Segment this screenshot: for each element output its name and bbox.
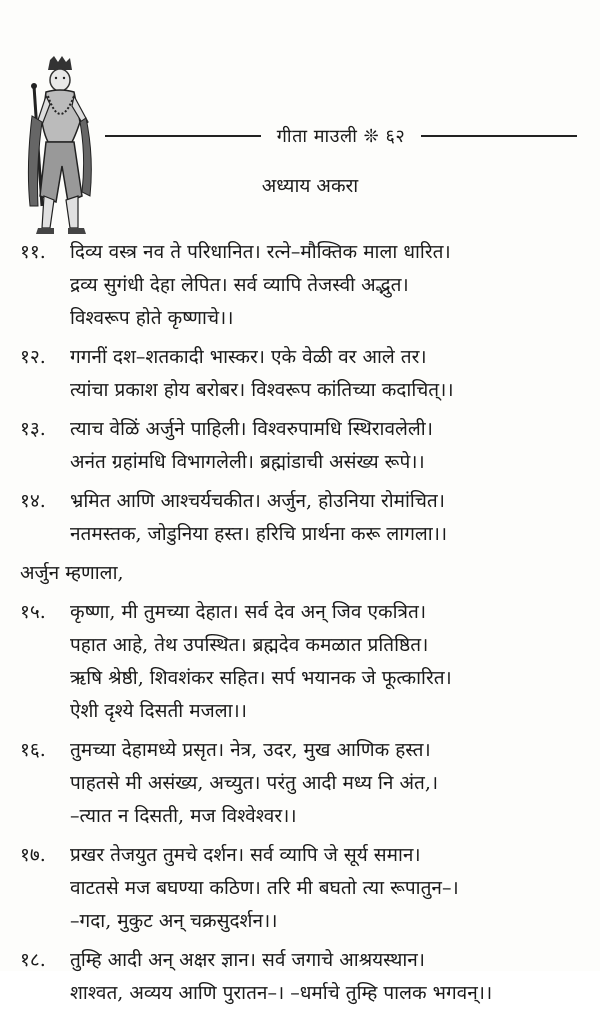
book-title: गीता माउली <box>276 126 358 147</box>
verse-group-2 <box>20 596 590 1010</box>
verse-number: १८. <box>20 949 46 971</box>
verse-line: –त्यात न दिसती, मज विश्वेश्वर।। <box>70 805 297 827</box>
verse <box>20 734 590 833</box>
verse-number: १६. <box>20 739 46 761</box>
verse <box>20 839 590 938</box>
verse-line: प्रखर तेजयुत तुमचे दर्शन। सर्व व्यापि जे सूर्य समान। <box>70 844 421 866</box>
verse-number: १३. <box>20 418 46 440</box>
verse-lines <box>70 734 590 833</box>
header-rule-right <box>421 135 577 137</box>
verse-lines <box>70 236 590 335</box>
chapter-title: अध्याय अकरा <box>261 175 359 197</box>
verse-line: अनंत ग्रहांमधि विभागलेली। ब्रह्मांडाची असंख्य रूपे।। <box>70 451 425 473</box>
page-number: ६२ <box>385 126 406 147</box>
verse-number: १५. <box>20 601 46 623</box>
verse-line: शाश्वत, अव्यय आणि पुरातन–। –धर्माचे तुम्हि पालक भगवन्।। <box>70 982 493 1004</box>
verse-line: त्याच वेळिं अर्जुने पाहिली। विश्वरुपामधि स्थिरावलेली। <box>70 418 433 440</box>
verse-line: तुमच्या देहामध्ये प्रसृत। नेत्र, उदर, मुख आणिक हस्त। <box>70 739 431 761</box>
verse-lines <box>70 485 590 551</box>
verse <box>20 944 590 1010</box>
verse-lines <box>70 413 590 479</box>
header-rule-left <box>105 135 261 137</box>
verse-lines <box>70 944 590 1010</box>
verse-lines <box>70 839 590 938</box>
verse-group-1 <box>20 236 590 551</box>
verse <box>20 485 590 551</box>
speaker-line: अर्जुन म्हणाला, <box>20 562 124 584</box>
verse-line: तुम्हि आदी अन् अक्षर ज्ञान। सर्व जगाचे आश्रयस्थान। <box>70 949 425 971</box>
verse-number: १४. <box>20 490 46 512</box>
verse-lines <box>70 596 590 728</box>
krishna-figure-illustration <box>16 56 98 238</box>
verses-block <box>20 236 590 1016</box>
verse-lines <box>70 341 590 407</box>
verse <box>20 341 590 407</box>
verse-number: १७. <box>20 844 46 866</box>
header-text <box>277 124 405 148</box>
verse-line: द्रव्य सुगंधी देहा लेपित। सर्व व्यापि तेजस्वी अद्भुत। <box>70 274 409 296</box>
header-separator-icon: ❊ <box>363 126 380 147</box>
verse-number: ११. <box>20 241 46 263</box>
verse-line: भ्रमित आणि आश्चर्यचकीत। अर्जुन, होउनिया रोमांचित। <box>70 490 445 512</box>
verse-number: १२. <box>20 346 46 368</box>
verse-line: नतमस्तक, जोडुनिया हस्त। हरिचि प्रार्थना करू लागला।। <box>70 523 448 545</box>
verse <box>20 596 590 728</box>
verse-line: ऋषि श्रेष्ठी, शिवशंकर सहित। सर्प भयानक जे फूत्कारित। <box>70 667 452 689</box>
verse <box>20 413 590 479</box>
verse-line: गगनीं दश–शतकादी भास्कर। एके वेळी वर आले तर। <box>70 346 427 368</box>
verse-line: पाहतसे मी असंख्य, अच्युत। परंतु आदी मध्य नि अंत,। <box>70 772 439 794</box>
verse-line: ऐशी दृश्ये दिसती मजला।। <box>70 700 247 722</box>
verse-line: –गदा, मुकुट अन् चक्रसुदर्शन।। <box>70 910 278 932</box>
verse-line: पहात आहे, तेथ उपस्थित। ब्रह्मदेव कमळात प्रतिष्ठित। <box>70 634 429 656</box>
verse <box>20 236 590 335</box>
verse-line: विश्वरूप होते कृष्णाचे।। <box>70 307 234 329</box>
verse-line: त्यांचा प्रकाश होय बरोबर। विश्वरूप कांतिच्या कदाचित्।। <box>70 379 454 401</box>
running-header <box>105 124 577 148</box>
verse-line: वाटतसे मज बघण्या कठिण। तरि मी बघतो त्या रूपातुन–। <box>70 877 459 899</box>
verse-line: कृष्णा, मी तुमच्या देहात। सर्व देव अन् जिव एकत्रित। <box>70 601 427 623</box>
verse-line: दिव्य वस्त्र नव ते परिधानित। रत्ने–मौक्तिक माला धारित। <box>70 241 451 263</box>
